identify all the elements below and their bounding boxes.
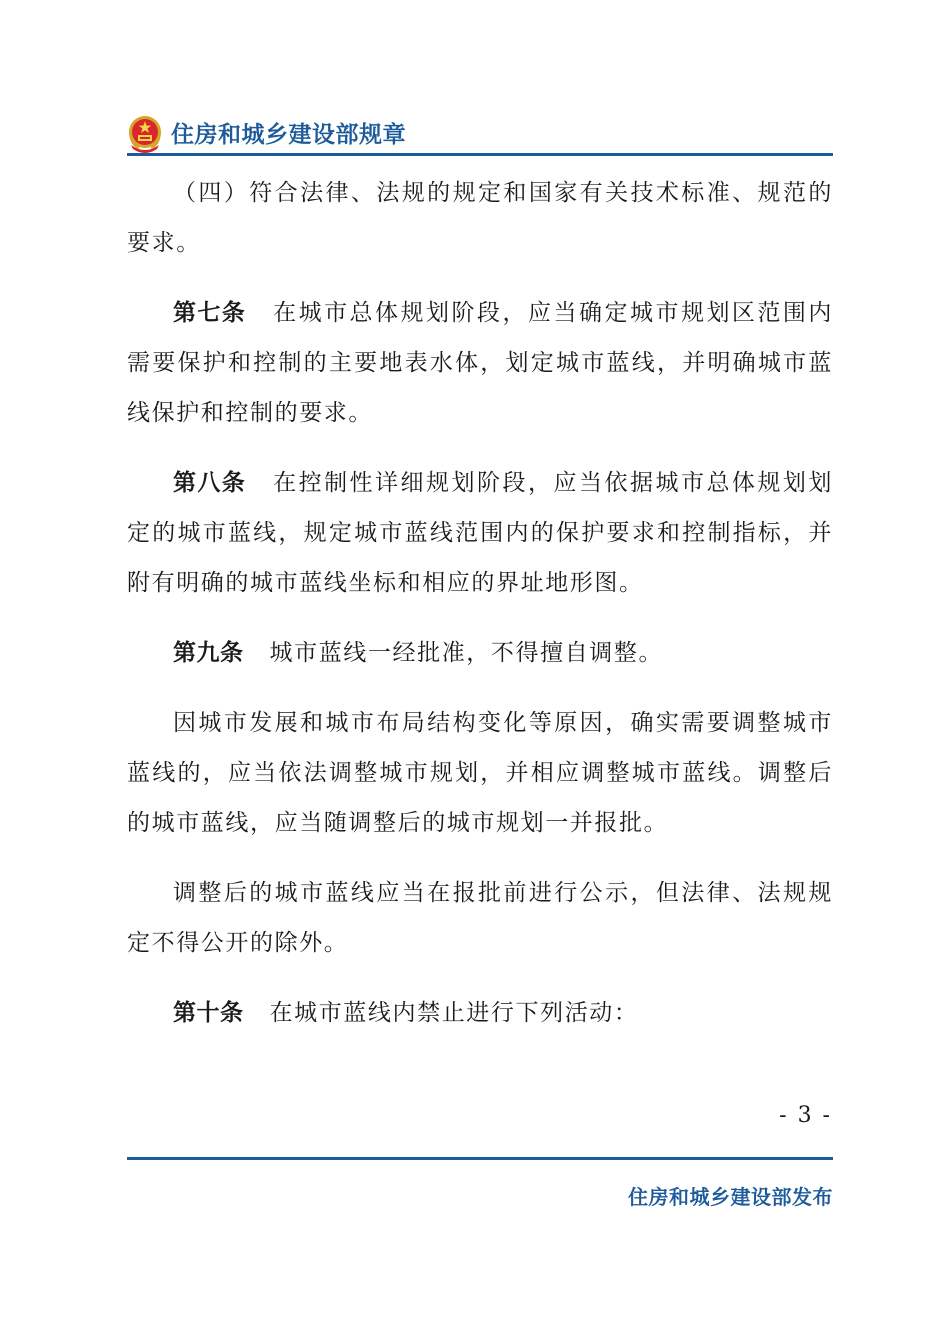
article-number: 第十条 — [173, 1000, 244, 1026]
national-emblem-icon — [127, 115, 163, 153]
paragraph-text: 因城市发展和城市布局结构变化等原因，确实需要调整城市蓝线的，应当依法调整城市规划，并相应调整城市蓝线。调整后的城市蓝线，应当随调整后的城市规划一并报批。 — [127, 710, 833, 836]
paragraph-article-8 — [127, 458, 833, 608]
header-divider — [127, 153, 833, 156]
paragraph-text: 在城市蓝线内禁止进行下列活动： — [269, 1000, 639, 1026]
paragraph-article-9 — [127, 628, 833, 678]
paragraph-text: （四）符合法律、法规的规定和国家有关技术标准、规范的要求。 — [127, 180, 833, 256]
footer-publisher: 住房和城乡建设部发布 — [628, 1185, 833, 1209]
article-number: 第七条 — [173, 300, 247, 326]
paragraph-text: 调整后的城市蓝线应当在报批前进行公示，但法律、法规规定不得公开的除外。 — [127, 880, 833, 956]
page-number: - 3 - — [779, 1103, 832, 1128]
paragraph-text: 在控制性详细规划阶段，应当依据城市总体规划划定的城市蓝线，规定城市蓝线范围内的保护要求和控制指标，并附有明确的城市蓝线坐标和相应的界址地形图。 — [127, 470, 834, 596]
paragraph-article-7 — [127, 288, 833, 438]
paragraph-text: 在城市总体规划阶段，应当确定城市规划区范围内需要保护和控制的主要地表水体，划定城市蓝线，并明确城市蓝线保护和控制的要求。 — [127, 300, 834, 426]
paragraph-clause-4 — [127, 168, 833, 268]
paragraph-text: 城市蓝线一经批准，不得擅自调整。 — [269, 640, 664, 666]
article-number: 第九条 — [173, 640, 244, 666]
paragraph-article-10 — [127, 988, 833, 1038]
paragraph-article-9-adjustment — [127, 698, 833, 848]
page-header — [127, 112, 833, 158]
article-number: 第八条 — [173, 470, 247, 496]
paragraph-article-9-publicity — [127, 868, 833, 968]
footer-divider — [127, 1157, 833, 1160]
regulation-body — [127, 168, 833, 1058]
header-title: 住房和城乡建设部规章 — [171, 122, 406, 148]
